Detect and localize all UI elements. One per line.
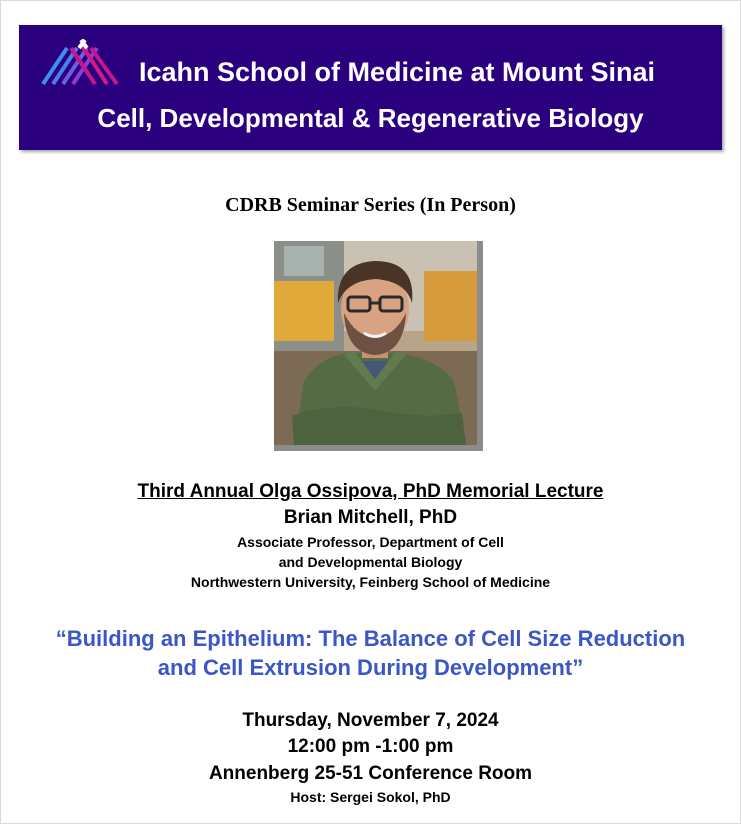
speaker-photo	[274, 241, 483, 451]
speaker-portrait-icon	[274, 241, 477, 445]
event-location: Annenberg 25-51 Conference Room	[208, 763, 533, 784]
talk-title-line: “Building an Epithelium: The Balance of Cell Size Reduction	[55, 626, 686, 651]
institution-name: Icahn School of Medicine at Mount Sinai	[139, 57, 656, 87]
speaker-affiliation-line: Northwestern University, Feinberg School of Medicine	[190, 574, 551, 590]
talk-title-line: and Cell Extrusion During Development”	[157, 655, 584, 680]
header-banner	[19, 25, 722, 150]
speaker-affiliation-line: and Developmental Biology	[278, 554, 463, 570]
speaker-name: Brian Mitchell, PhD	[283, 507, 458, 528]
speaker-affiliation-line: Associate Professor, Department of Cell	[237, 534, 504, 550]
mount-sinai-logo-icon	[41, 38, 123, 86]
event-date: Thursday, November 7, 2024	[242, 710, 499, 731]
lecture-title: Third Annual Olga Ossipova, PhD Memorial Lecture	[137, 481, 604, 502]
department-name: Cell, Developmental & Regenerative Biology	[97, 103, 644, 133]
seminar-series-title: CDRB Seminar Series (In Person)	[225, 194, 516, 216]
event-host: Host: Sergei Sokol, PhD	[290, 789, 451, 805]
event-time: 12:00 pm -1:00 pm	[287, 736, 454, 757]
